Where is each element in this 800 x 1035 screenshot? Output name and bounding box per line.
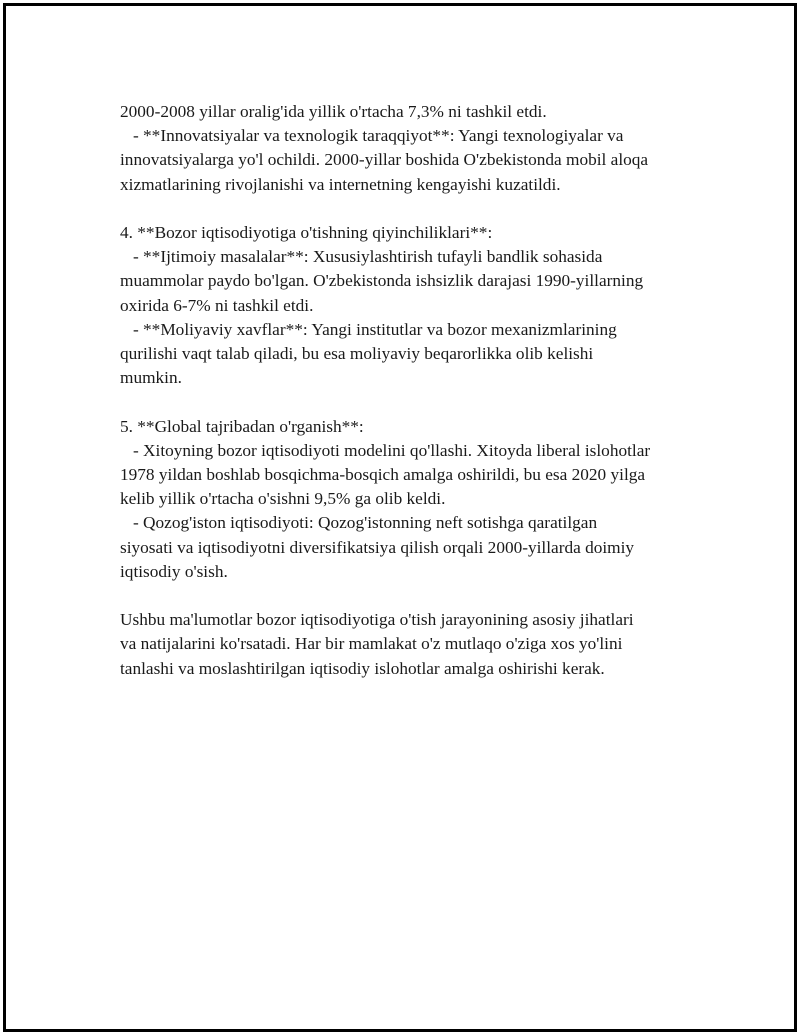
section-heading: 4. **Bozor iqtisodiyotiga o'tishning qiyinchiliklari**: (120, 223, 493, 242)
text-line: va natijalarini ko'rsatadi. Har bir mamlakat o'z mutlaqo o'ziga xos yo'lini (120, 634, 623, 654)
paragraph-gap (120, 584, 700, 608)
page-frame (3, 3, 797, 1032)
text-line: innovatsiyalarga yo'l ochildi. 2000-yillar boshida O'zbekistonda mobil aloqa (120, 150, 649, 170)
text-line: oxirida 6-7% ni tashkil etdi. (120, 295, 314, 315)
text-line: siyosati va iqtisodiyotni diversifikatsiya qilish orqali 2000-yillarda doimiy (120, 537, 635, 557)
text-line: - Qozog'iston iqtisodiyoti: Qozog'istonning neft sotishga qaratilgan (120, 513, 598, 533)
text-line: - **Ijtimoiy masalalar**: Xususiylashtirish tufayli bandlik sohasida (120, 247, 603, 267)
paragraph-gap (120, 390, 700, 414)
text-line: iqtisodiy o'sish. (120, 561, 228, 581)
paragraph-gap (120, 197, 700, 221)
text-line: - Xitoyning bozor iqtisodiyoti modelini qo'llashi. Xitoyda liberal islohotlar (120, 440, 651, 460)
text-line: kelib yillik o'rtacha o'sishni 9,5% ga olib keldi. (120, 489, 446, 509)
text-line: xizmatlarining rivojlanishi va internetning kengayishi kuzatildi. (120, 174, 561, 194)
document-body (120, 100, 700, 681)
text-line: mumkin. (120, 368, 182, 388)
text-line: 1978 yildan boshlab bosqichma-bosqich amalga oshirildi, bu esa 2020 yilga (120, 465, 646, 485)
text-line: tanlashi va moslashtirilgan iqtisodiy islohotlar amalga oshirishi kerak. (120, 658, 605, 678)
text-line: - **Innovatsiyalar va texnologik taraqqiyot**: Yangi texnologiyalar va (120, 126, 624, 146)
text-line: - **Moliyaviy xavflar**: Yangi institutlar va bozor mexanizmlarining (120, 319, 617, 339)
section-heading: 5. **Global tajribadan o'rganish**: (120, 416, 364, 436)
text-line: qurilishi vaqt talab qiladi, bu esa moliyaviy beqarorlikka olib kelishi (120, 344, 594, 364)
text-line: Ushbu ma'lumotlar bozor iqtisodiyotiga o'tish jarayonining asosiy jihatlari (120, 610, 634, 630)
text-line: 2000-2008 yillar oralig'ida yillik o'rtacha 7,3% ni tashkil etdi. (120, 102, 547, 121)
text-line: muammolar paydo bo'lgan. O'zbekistonda ishsizlik darajasi 1990-yillarning (120, 271, 644, 291)
